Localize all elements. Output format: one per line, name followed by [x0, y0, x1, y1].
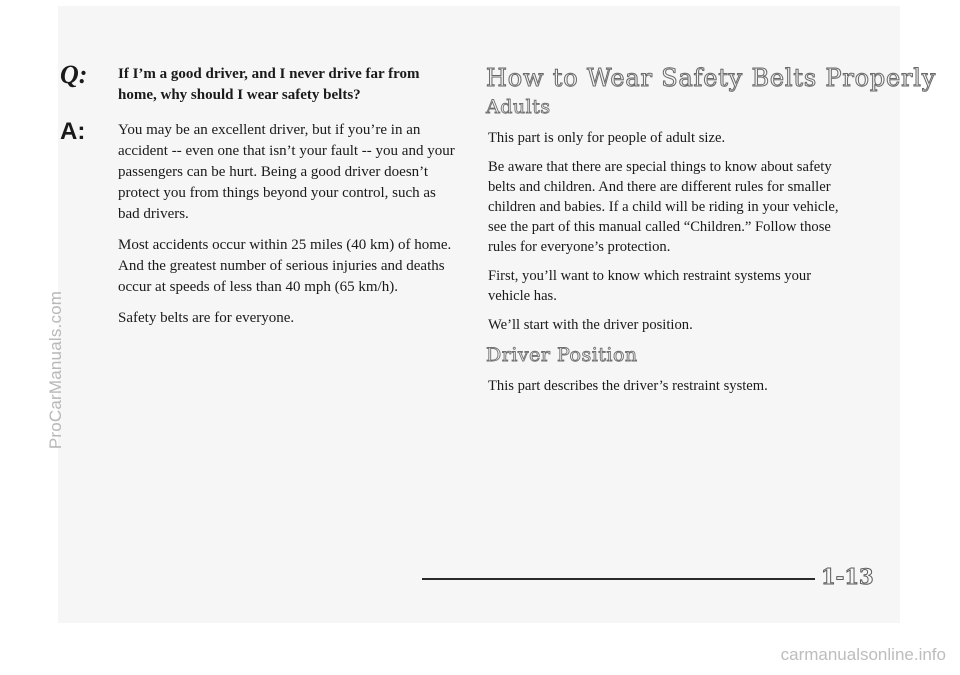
- adults-paragraph: We’ll start with the driver position.: [488, 317, 693, 333]
- page-number: 1-13: [821, 564, 874, 589]
- answer-paragraph: Safety belts are for everyone.: [118, 310, 295, 326]
- answer-paragraph: You may be an excellent driver, but if you’re in an accident -- even one that isn’t your fault -- you and your passengers can be hurt. Being a good driver doesn’t protect you from things beyond your control, such as bad drivers.: [118, 122, 455, 222]
- qa-column: [60, 60, 460, 339]
- question-text: If I’m a good driver, and I never drive far from home, why should I wear safety belts?: [118, 66, 420, 103]
- footer-rule: [422, 578, 815, 580]
- section-heading: How to Wear Safety Belts Properly: [486, 64, 937, 92]
- subheading-adults: Adults: [486, 96, 551, 118]
- adults-paragraph: First, you’ll want to know which restraint systems your vehicle has.: [488, 268, 812, 304]
- adults-paragraph: Be aware that there are special things to know about safety belts and children. And there are different rules for smaller children and babies. If a child will be riding in your vehicle, see the part of this manual called “Children.” Follow those rules for everyone’s protection.: [488, 159, 839, 255]
- answer-mark-label: A:: [60, 118, 86, 145]
- subheading-driver-position: Driver Position: [486, 344, 638, 366]
- adults-paragraph: This part is only for people of adult size.: [488, 130, 726, 146]
- driver-paragraph: This part describes the driver’s restraint system.: [488, 378, 768, 394]
- question-mark-label: Q:: [60, 60, 88, 89]
- bottom-watermark: carmanualsonline.info: [780, 645, 946, 664]
- answer-block: [60, 120, 460, 329]
- answer-paragraph: Most accidents occur within 25 miles (40 km) of home. And the greatest number of serious injuries and deaths occur at speeds of less than 40 mph (65 km/h).: [118, 237, 452, 295]
- instructions-column: [486, 64, 937, 405]
- question-block: [60, 60, 460, 106]
- side-watermark: ProCarManuals.com: [46, 290, 65, 450]
